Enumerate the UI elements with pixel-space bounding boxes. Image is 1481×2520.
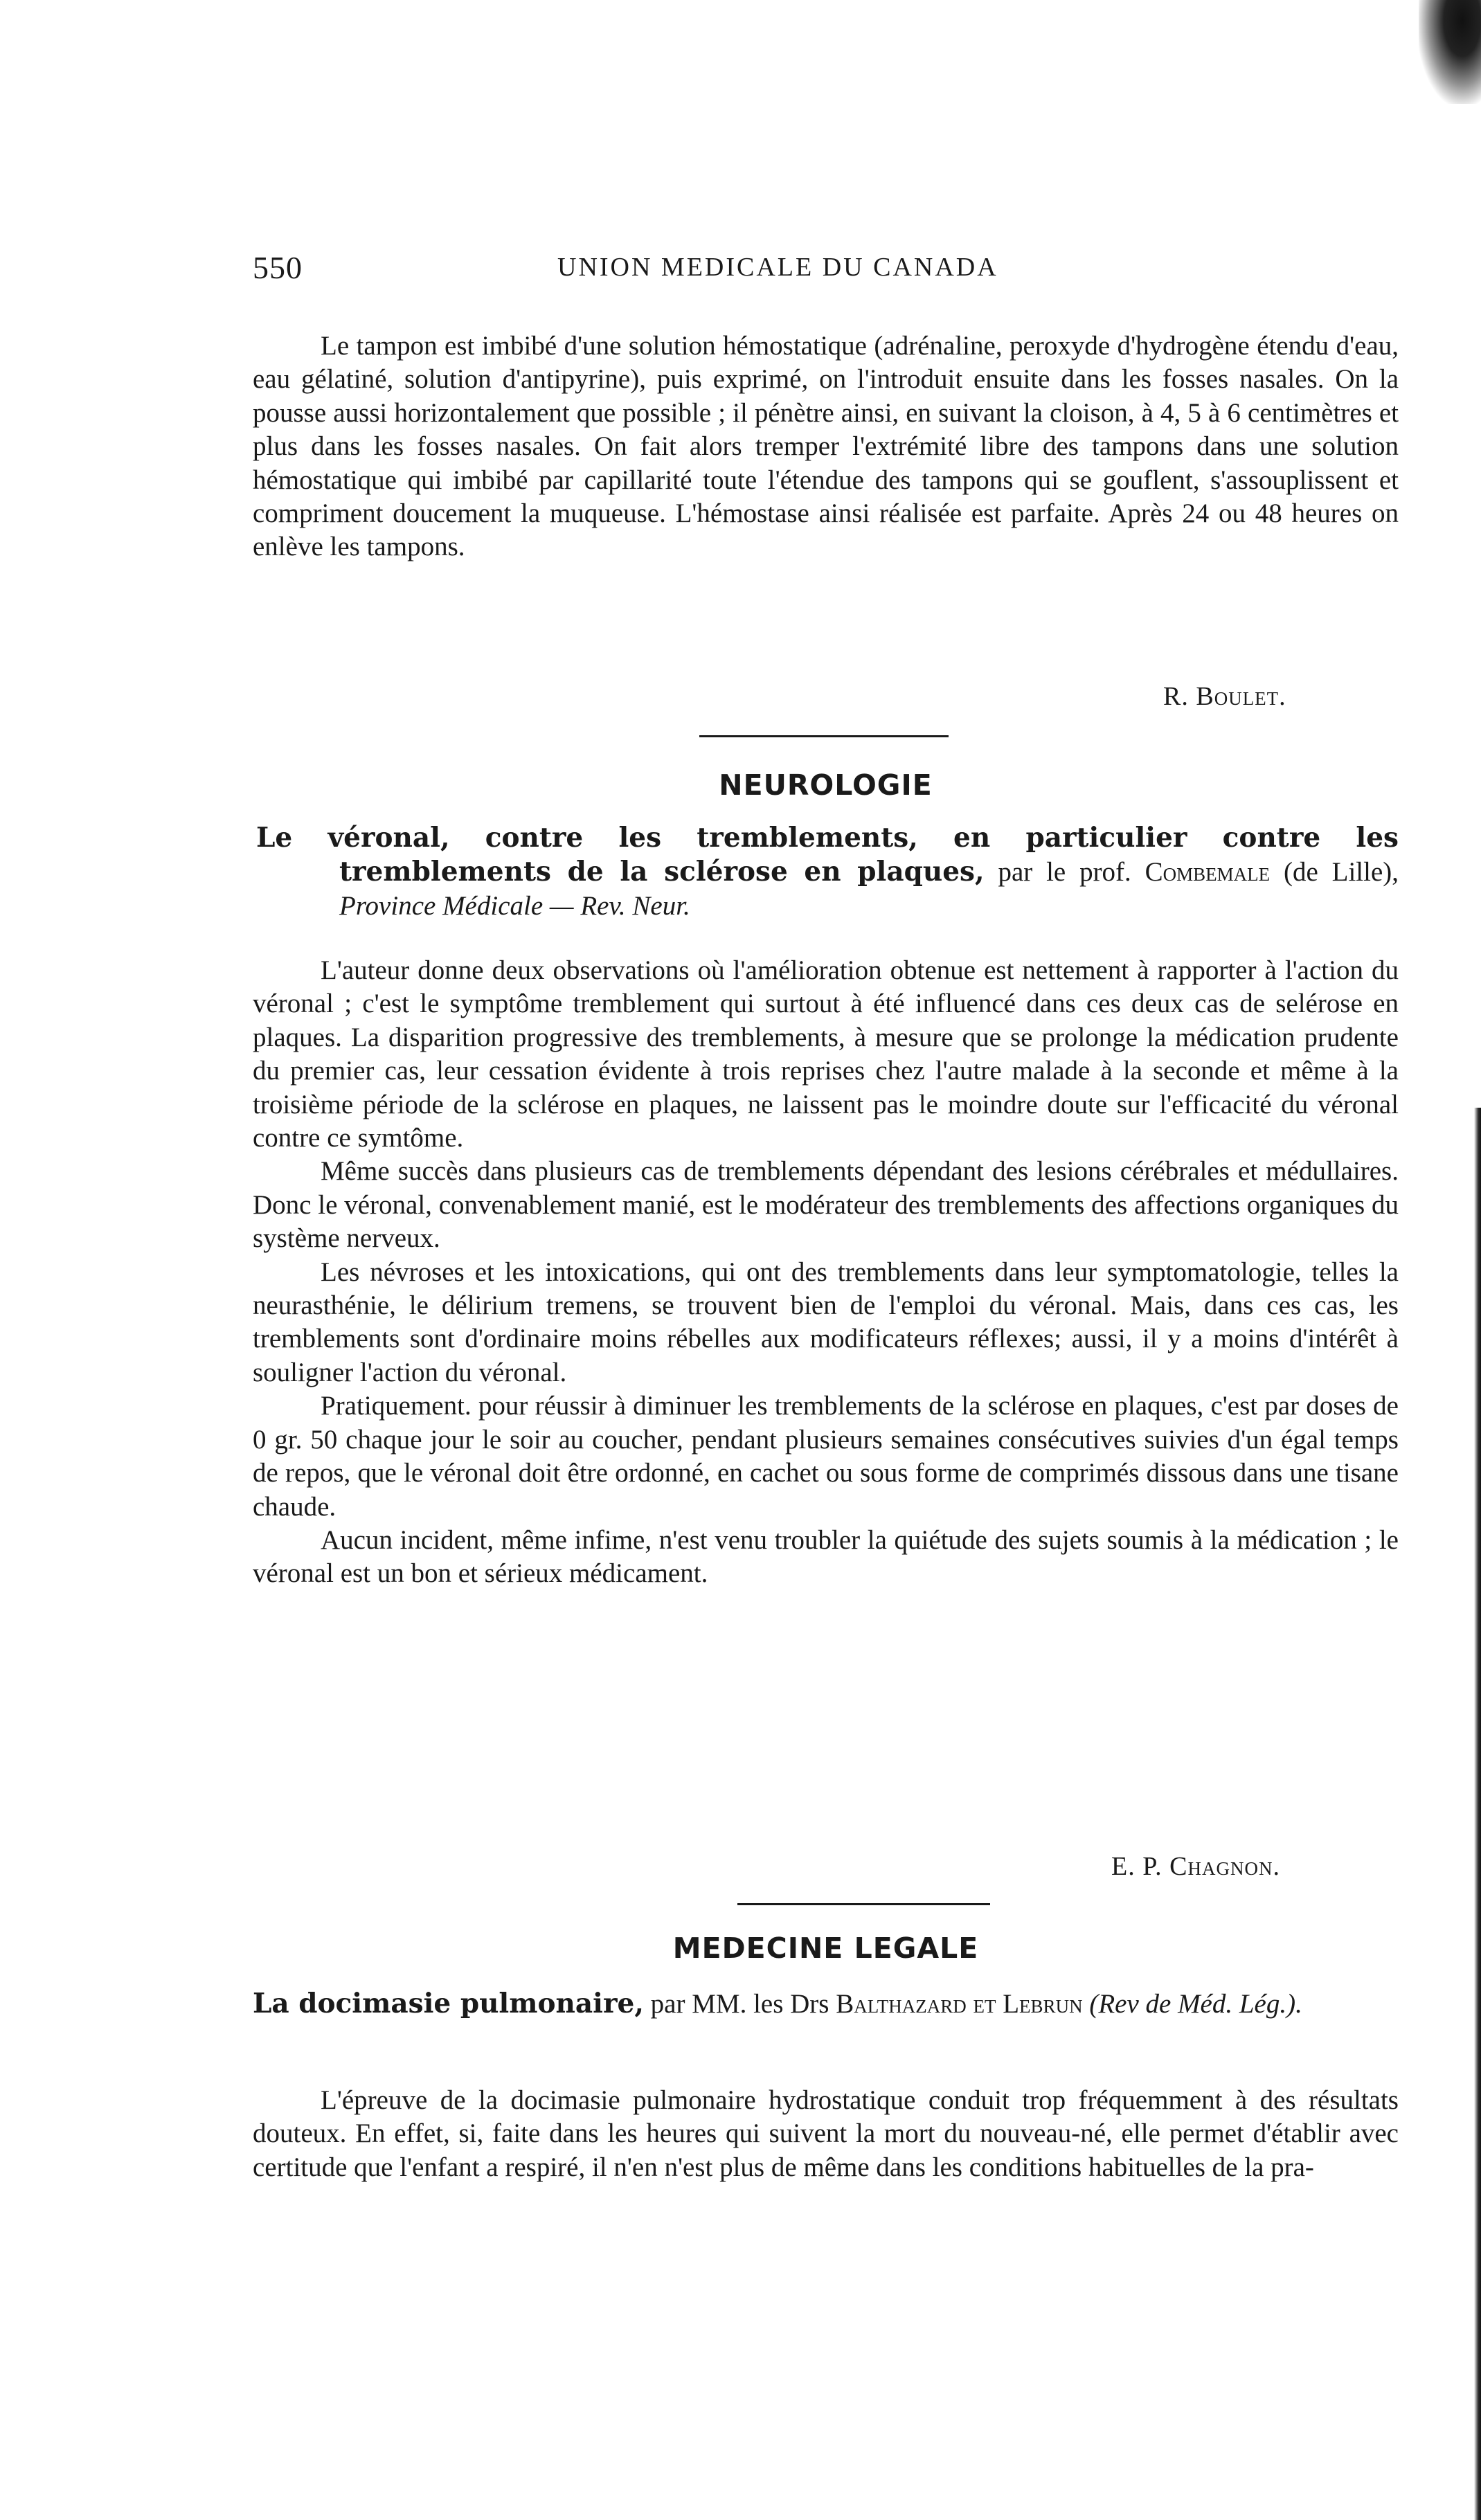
scan-artifact-edge — [1474, 1108, 1481, 2520]
medecine-legale-paragraph: L'épreuve de la docimasie pulmonaire hydrostatique conduit trop fréquemment à des résultats douteux. En effet, si, faite dans les heures qui suivent la mort du nouveau-né, elle permet d'établir avec certitude que l'enfant a respiré, il n'en n'est plus de même dans les conditions habituelles de la pra- — [253, 2085, 1399, 2182]
signature-text: E. P. Chagnon. — [1111, 1852, 1280, 1881]
running-head: UNION MEDICALE DU CANADA — [557, 253, 998, 282]
neurologie-paragraph-4: Pratiquement. pour réussir à diminuer les tremblements de la sclérose en plaques, c'est par doses de 0 gr. 50 chaque jour le soir au coucher, pendant plusieurs semaines consécutives suivies d'un égal temps de repos, que le véronal doit être ordonné, en cachet ou sous forme de comprimés dissous dans une tisane chaude. — [253, 1391, 1399, 1522]
scan-artifact-corner — [1419, 0, 1481, 104]
neurologie-paragraph-3: Les névroses et les intoxications, qui ont des tremblements dans leur symptomatologie, telles la neurasthénie, le délirium tremens, se trouvent bien de l'emploi du véronal. Mais, dans ces cas, les tremblements sont d'ordinaire moins rébelles aux modificateurs réflexes; aussi, il y a moins d'intérêt à souligner l'action du véronal. — [253, 1257, 1399, 1387]
intro-signature — [1163, 681, 1286, 712]
section-heading-medecine-legale: MEDECINE LEGALE — [672, 1932, 979, 1965]
section-divider — [699, 735, 949, 737]
article-title-main: La docimasie pulmonaire, — [253, 1988, 644, 2019]
section-heading-neurologie: NEUROLOGIE — [719, 768, 933, 802]
article-title-by: par MM. les Drs — [643, 1989, 836, 2019]
article-author: Combemale — [1145, 857, 1271, 888]
neurologie-paragraph-5: Aucun incident, même infime, n'est venu troubler la quiétude des sujets soumis à la médication ; le véronal est un bon et sérieux médicament. — [253, 1524, 1399, 1589]
neurologie-paragraph-1: L'auteur donne deux observations où l'amélioration obtenue est nettement à rapporter à l'action du véronal ; c'est le symptôme tremblement qui surtout à été influencé dans ces deux cas de selérose en plaques. La disparition progressive des tremblements, à mesure que se prolonge la médication prudente du premier cas, leur cessation évidente à trois reprises chez l'autre malade à la seconde et même à la troisième période de la sclérose en plaques, ne laissent pas le moindre doute sur l'efficacité du véronal contre ce symtôme. — [253, 955, 1399, 1153]
intro-paragraph: Le tampon est imbibé d'une solution hémostatique (adrénaline, peroxyde d'hydrogène étendu d'eau, eau gélatiné, solution d'antipyrine), puis exprimé, on l'introduit ensuite dans les fosses nasales. On la pousse aussi horizontalement que possible ; il pénètre ainsi, en suivant la cloison, à 4, 5 à 6 centimètres et plus dans les fosses nasales. On fait alors tremper l'extrémité libre des tampons dans une solution hémostatique qui imbibé par capillarité toute l'étendue des tampons qui se gouflent, s'assouplissent et compriment doucement la muqueuse. L'hémostase ainsi réalisée est parfaite. Après 24 ou 48 heures on enlève les tampons. — [253, 331, 1399, 562]
article-author-place: (de Lille), — [1270, 857, 1399, 888]
section-divider — [737, 1903, 990, 1905]
neurologie-paragraph-2: Même succès dans plusieurs cas de tremblements dépendant des lesions cérébrales et médullaires. Donc le véronal, convenablement manié, est le modérateur des tremblements des affections organiques du système nerveux. — [253, 1156, 1399, 1254]
article-title-main: Le véronal, contre les tremblements, en particulier contre les tremblements de la sclérose en plaques, — [256, 822, 1399, 888]
medecine-legale-body — [253, 2084, 1399, 2184]
signature-text: R. Boulet. — [1163, 682, 1286, 711]
article-source: (Rev de Méd. Lég.). — [1082, 1989, 1302, 2019]
page-header — [253, 249, 1402, 298]
article-source: Province Médicale — Rev. Neur. — [339, 890, 690, 921]
page-number: 550 — [253, 250, 303, 285]
article-title-veronal — [253, 821, 1399, 923]
article-author: Balthazard et Lebrun — [836, 1989, 1083, 2019]
article-title-by: par le prof. — [984, 857, 1145, 888]
neurologie-body — [253, 954, 1399, 1591]
article-title-docimasie — [253, 1987, 1399, 2021]
neurologie-signature — [1111, 1851, 1280, 1882]
intro-text — [253, 330, 1399, 564]
